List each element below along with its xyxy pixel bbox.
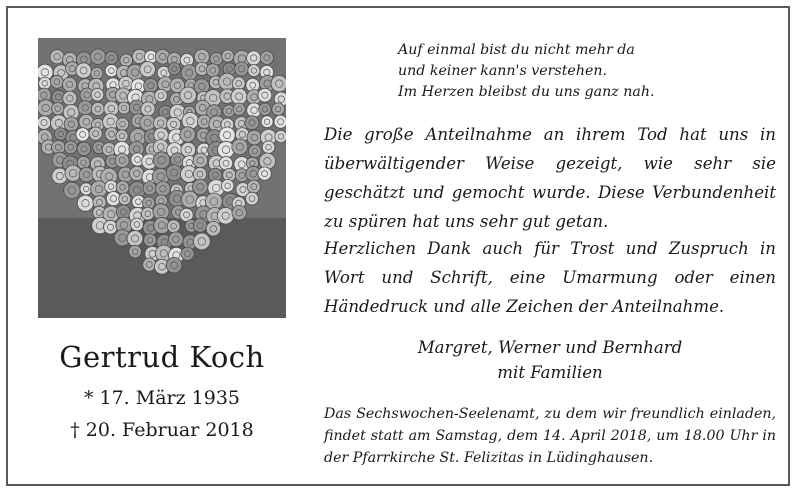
rose (77, 142, 91, 156)
rose (118, 102, 130, 114)
rose (258, 167, 271, 180)
rose (232, 77, 245, 90)
rose (104, 220, 118, 234)
rose (64, 141, 77, 154)
rose (260, 51, 273, 64)
rose (222, 50, 234, 62)
rose (119, 193, 131, 205)
rose (141, 102, 155, 116)
rose (129, 245, 142, 258)
rose (235, 62, 249, 76)
rose (64, 182, 81, 199)
thanks-paragraph-1: Die große Anteilnahme an ihrem Tod hat uns in überwältigender Weise gezeigt, wie sehr sie geschätzt und gemocht wurde. Diese Verbundenheit zu spüren hat uns sehr gut getan. (324, 125, 776, 231)
rose (259, 103, 271, 115)
rose (105, 52, 118, 65)
rose (52, 103, 64, 115)
rose (271, 75, 286, 91)
rose (63, 77, 77, 91)
rose (166, 257, 182, 273)
rose (91, 67, 103, 79)
rose (193, 179, 208, 194)
rose (193, 153, 208, 168)
rose (219, 127, 235, 143)
rose (231, 88, 247, 104)
rose-heart-image (38, 38, 286, 318)
rose (232, 139, 248, 155)
poem-line: und keiner kann's verstehen. (398, 63, 607, 79)
rose (247, 51, 261, 65)
rose (144, 234, 157, 247)
rose (246, 192, 259, 205)
rose (258, 88, 272, 102)
rose (181, 65, 197, 81)
rose (275, 130, 286, 142)
rose (143, 182, 156, 195)
poem (398, 40, 778, 103)
rose (221, 180, 234, 193)
rose (206, 64, 219, 77)
rose (127, 231, 143, 247)
rose (233, 103, 245, 115)
rose (78, 101, 92, 115)
rose (90, 49, 105, 64)
rose (210, 53, 223, 66)
death-date: † 20. Februar 2018 (70, 419, 254, 441)
rose (167, 220, 180, 233)
thanks-paragraph-2: Herzlichen Dank auch für Trost und Zuspruch in Wort und Schrift, eine Umarmung oder einen Händedruck und alle Zeichen der Anteilnahme. (324, 239, 776, 316)
rose (144, 79, 158, 93)
rose (77, 195, 93, 211)
rose (64, 117, 78, 131)
rose (76, 128, 89, 141)
signature-names: Margret, Werner und Bernhard (417, 338, 683, 357)
rose (181, 191, 198, 208)
rose (180, 127, 195, 142)
poem-line: Auf einmal bist du nicht mehr da (398, 42, 635, 58)
rose (140, 115, 156, 131)
rose (180, 87, 197, 104)
rose (247, 130, 262, 145)
rose (140, 62, 156, 78)
rose (232, 205, 247, 220)
mass-notice: Das Sechswochen-Seelenamt, zu dem wir freundlich einladen, findet statt am Samstag, dem 14. April 2018, um 18.00 Uhr in der Pfarrkirche St. Felizitas in Lüdinghausen. (324, 406, 776, 466)
rose (105, 180, 118, 193)
rose (116, 118, 129, 131)
rose (39, 77, 51, 89)
rose (116, 181, 129, 194)
rose (206, 222, 221, 237)
rose (262, 141, 275, 154)
rose (141, 207, 154, 220)
rose (50, 75, 63, 88)
rose (168, 63, 180, 75)
rose (193, 219, 207, 233)
rose (247, 180, 260, 193)
rose (219, 157, 232, 170)
rose (272, 103, 285, 116)
rose (181, 247, 194, 260)
rose (76, 63, 91, 78)
obituary-card (6, 6, 790, 486)
rose (50, 50, 64, 64)
rose (91, 102, 104, 115)
rose (143, 258, 156, 271)
rose (91, 88, 104, 101)
deceased-name: Gertrud Koch (59, 340, 265, 374)
rose (153, 152, 170, 169)
rose (89, 127, 102, 140)
rose (65, 165, 81, 181)
rose (217, 208, 234, 225)
rose (116, 130, 128, 142)
rose (193, 233, 210, 250)
poem-line: Im Herzen bleibst du uns ganz nah. (398, 84, 655, 100)
rose (131, 218, 144, 231)
rose (274, 115, 286, 128)
rose (245, 116, 259, 130)
birth-date: * 17. März 1935 (83, 387, 241, 409)
rose (38, 116, 51, 130)
rose (259, 153, 275, 169)
signature-family: mit Familien (497, 363, 603, 382)
rose (155, 89, 168, 102)
rose (249, 145, 261, 157)
rose (91, 181, 108, 198)
rose (248, 65, 260, 77)
rose (120, 54, 133, 67)
rose (156, 182, 171, 197)
rose (105, 65, 117, 77)
rose-heart-photo (38, 38, 286, 318)
rose (261, 116, 273, 128)
rose (54, 128, 67, 141)
rose (169, 232, 184, 247)
rose (106, 192, 120, 206)
rose (166, 165, 182, 181)
rose (115, 153, 129, 167)
rose (63, 91, 77, 105)
rose (218, 141, 235, 158)
